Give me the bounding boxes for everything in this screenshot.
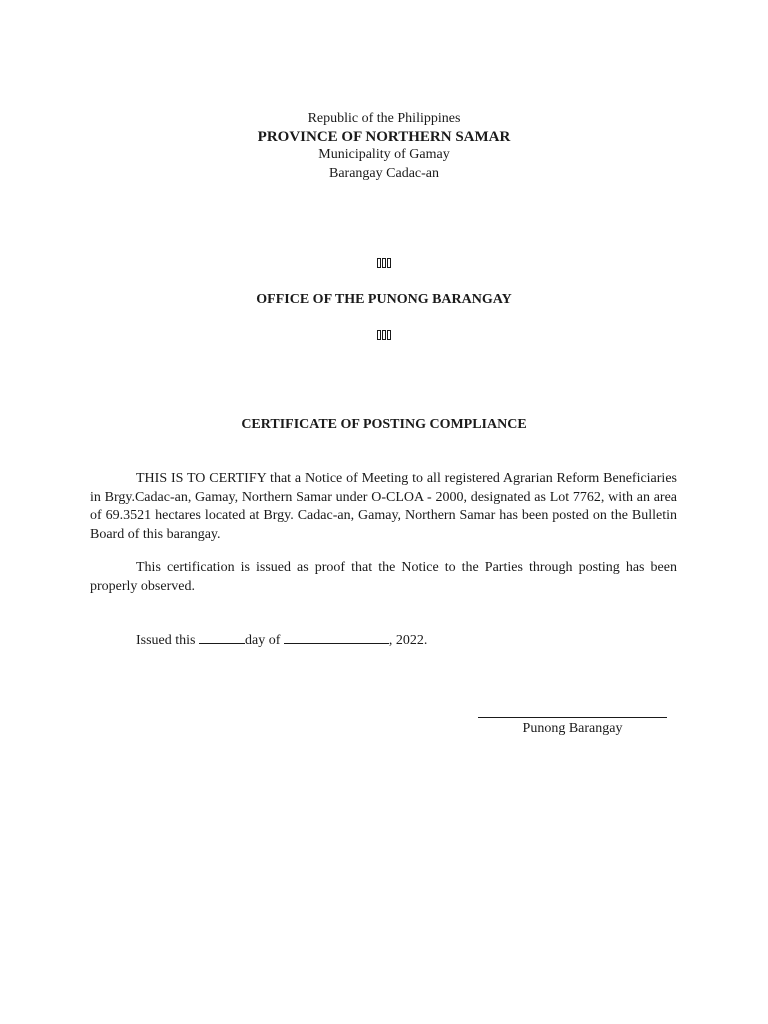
ornament-glyphs-icon [377,258,391,268]
certification-paragraph [90,470,677,544]
municipality-line: Municipality of Gamay [318,147,450,162]
signature-label: Punong Barangay [522,721,623,736]
issued-suffix: , 2022. [388,633,428,648]
signature-line [478,717,667,718]
day-blank[interactable] [199,631,245,644]
barangay-line: Barangay Cadac-an [329,166,439,181]
proof-text: This certification is issued as proof that the Notice to the Parties through posting has been properly observed. [90,560,677,594]
ornament-top [0,257,768,273]
proof-paragraph [90,559,677,596]
republic-line: Republic of the Philippines [307,111,461,126]
ornament-glyphs-icon [377,330,391,340]
province-line: PROVINCE OF NORTHERN SAMAR [257,129,511,145]
office-title: OFFICE OF THE PUNONG BARANGAY [256,292,512,307]
issued-prefix: Issued this [136,633,199,648]
certification-text: THIS IS TO CERTIFY that a Notice of Meeting to all registered Agrarian Reform Beneficiaries in Brgy.Cadac-an, Gamay, Northern Samar under O-CLOA - 2000, designated as Lot 7762, with an area of 69.3521 hectares located at Brgy. Cadac-an, Gamay, Northern Samar has been posted on the Bulletin Board of this barangay. [90,471,677,542]
month-blank[interactable] [284,631,389,644]
issued-line [136,631,427,649]
certificate-title: CERTIFICATE OF POSTING COMPLIANCE [241,417,527,432]
ornament-bottom [0,329,768,345]
issued-middle: day of [245,633,284,648]
